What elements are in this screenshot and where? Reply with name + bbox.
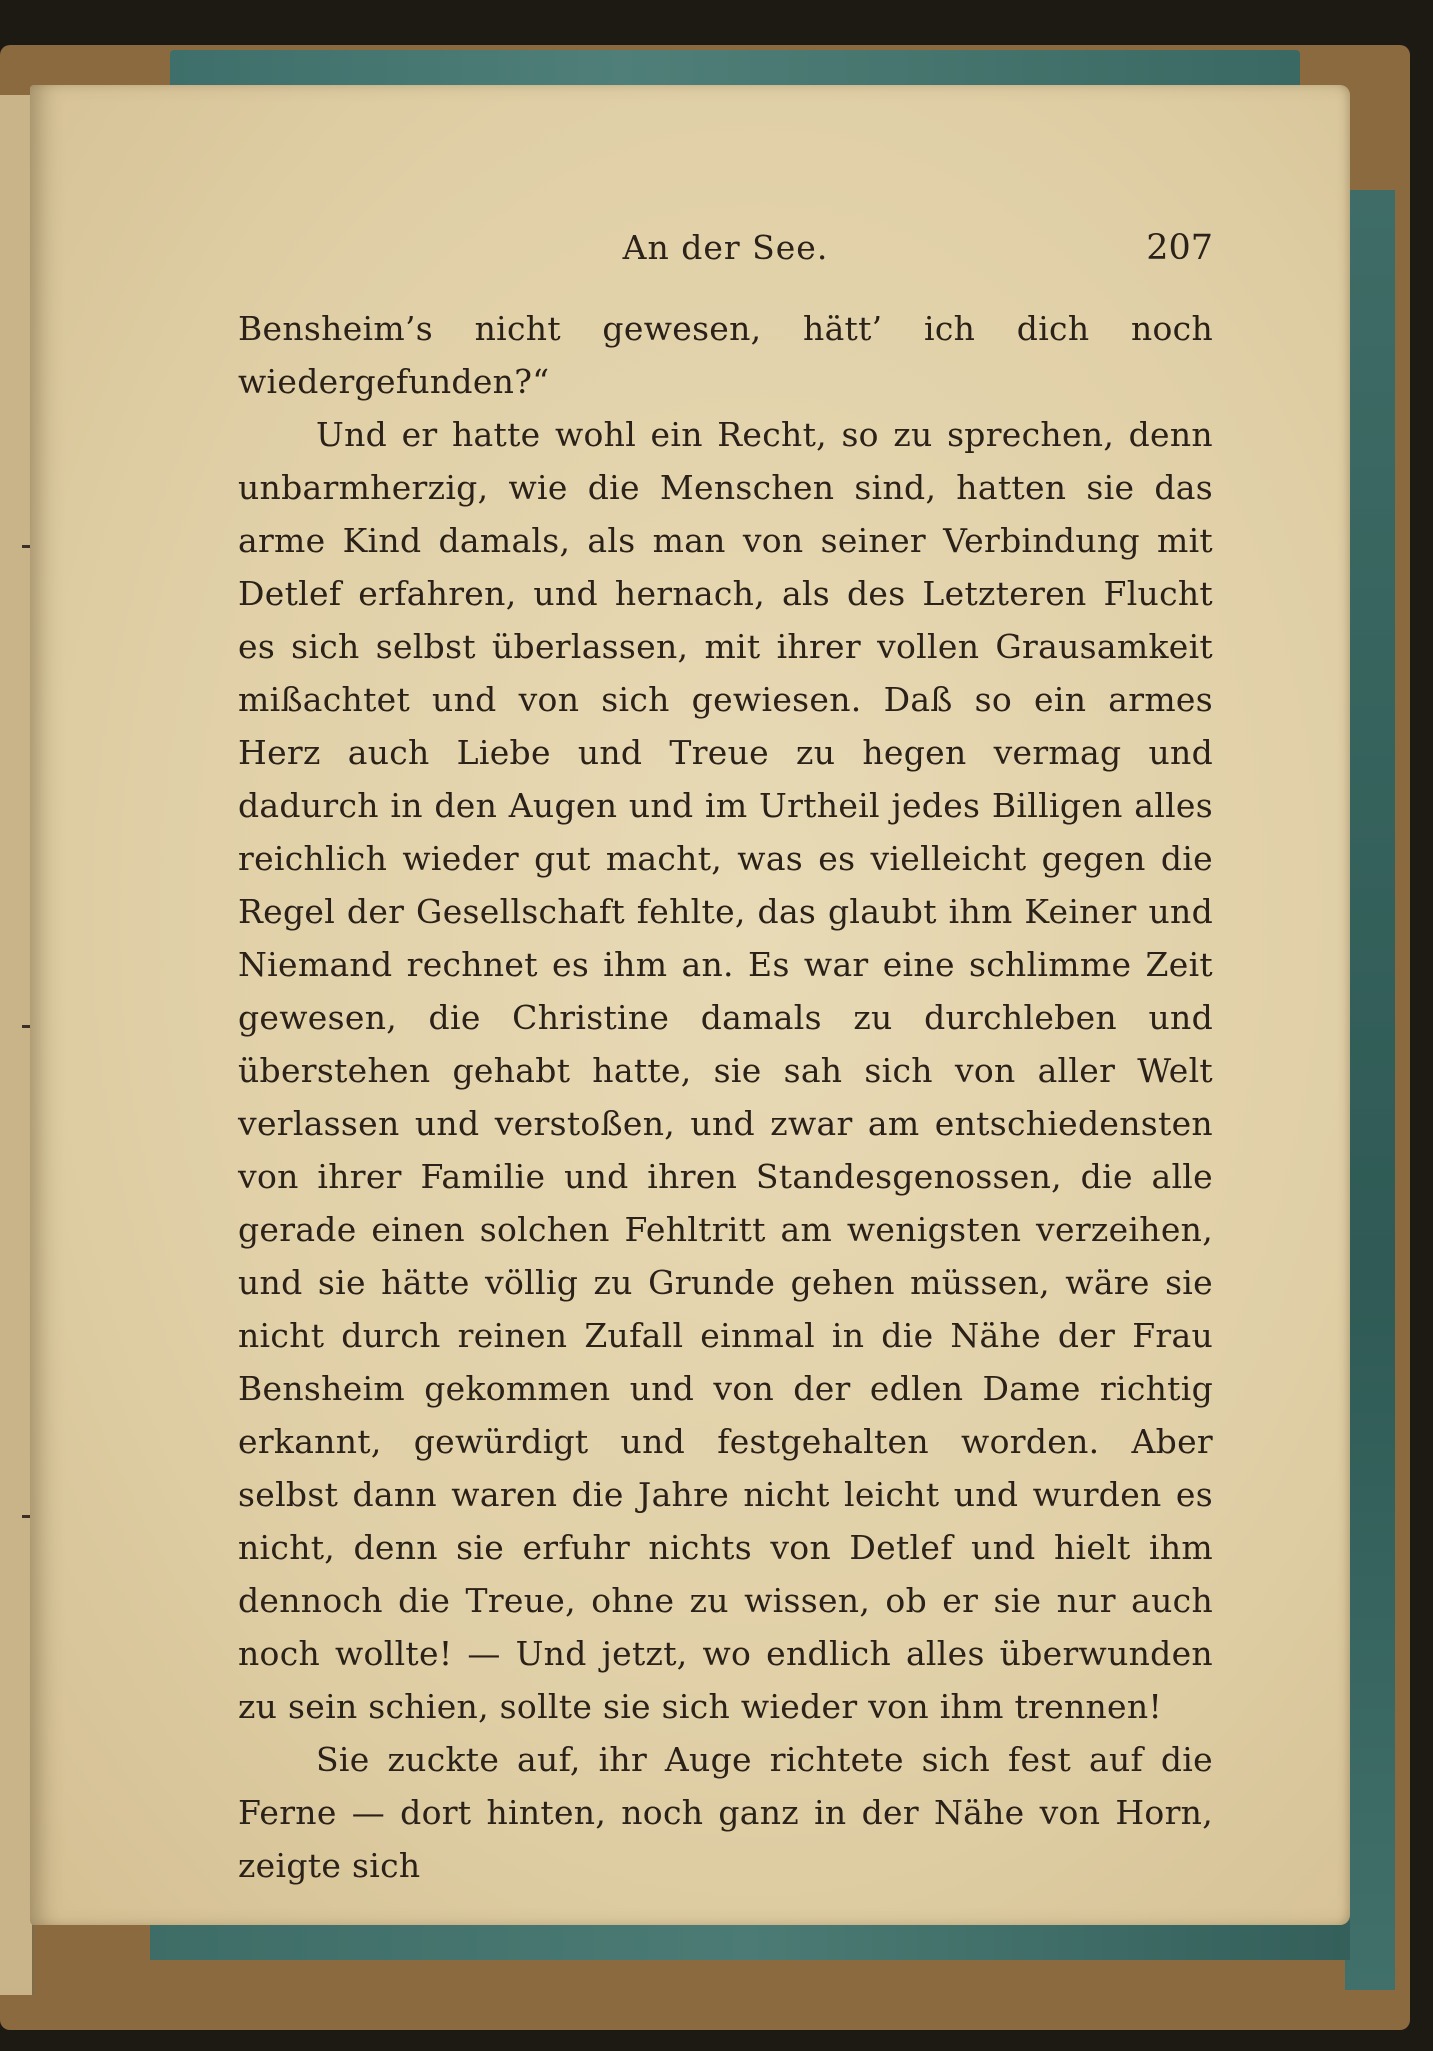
body-text: [238, 302, 1213, 1892]
paragraph: Bensheim’s nicht gewesen, hätt’ ich dich noch wiedergefunden?“: [238, 309, 1213, 401]
running-title: An der See.: [622, 228, 829, 267]
page-number: 207: [1146, 228, 1213, 268]
paragraph: Sie zuckte auf, ihr Auge richtete sich fest auf die Ferne — dort hinten, noch ganz in der Nähe von Horn, zeigte sich: [238, 1740, 1213, 1885]
cover-edge-right: [1345, 190, 1395, 1990]
page-header: [238, 228, 1213, 288]
paragraph: Und er hatte wohl ein Recht, so zu sprechen, denn unbarmherzig, wie die Menschen sind, hatten sie das arme Kind damals, als man von seiner Verbindung mit Detlef erfahren, und hernach, als des Letzteren Flucht es sich selbst überlassen, mit ihrer vollen Grausamkeit mißachtet und von sich gewiesen. Daß so ein armes Herz auch Liebe und Treue zu hegen vermag und dadurch in den Augen und im Urtheil jedes Billigen alles reichlich wieder gut macht, was es vielleicht gegen die Regel der Gesellschaft fehlte, das glaubt ihm Keiner und Niemand rechnet es ihm an. Es war eine schlimme Zeit gewesen, die Christine damals zu durchleben und überstehen gehabt hatte, sie sah sich von aller Welt verlassen und verstoßen, und zwar am entschiedensten von ihrer Familie und ihren Standesgenossen, die alle gerade einen solchen Fehltritt am wenigsten verzeihen, und sie hätte völlig zu Grunde gehen müssen, wäre sie nicht durch reinen Zufall einmal in die Nähe der Frau Bensheim gekommen und von der edlen Dame richtig erkannt, gewürdigt und festgehalten worden. Aber selbst dann waren die Jahre nicht leicht und wurden es nicht, denn sie erfuhr nichts von Detlef und hielt ihm dennoch die Treue, ohne zu wissen, ob er sie nur auch noch wollte! — Und jetzt, wo endlich alles überwunden zu sein schien, sollte sie sich wieder von ihm trennen!: [238, 415, 1213, 1726]
left-page-edge: [0, 95, 34, 1995]
